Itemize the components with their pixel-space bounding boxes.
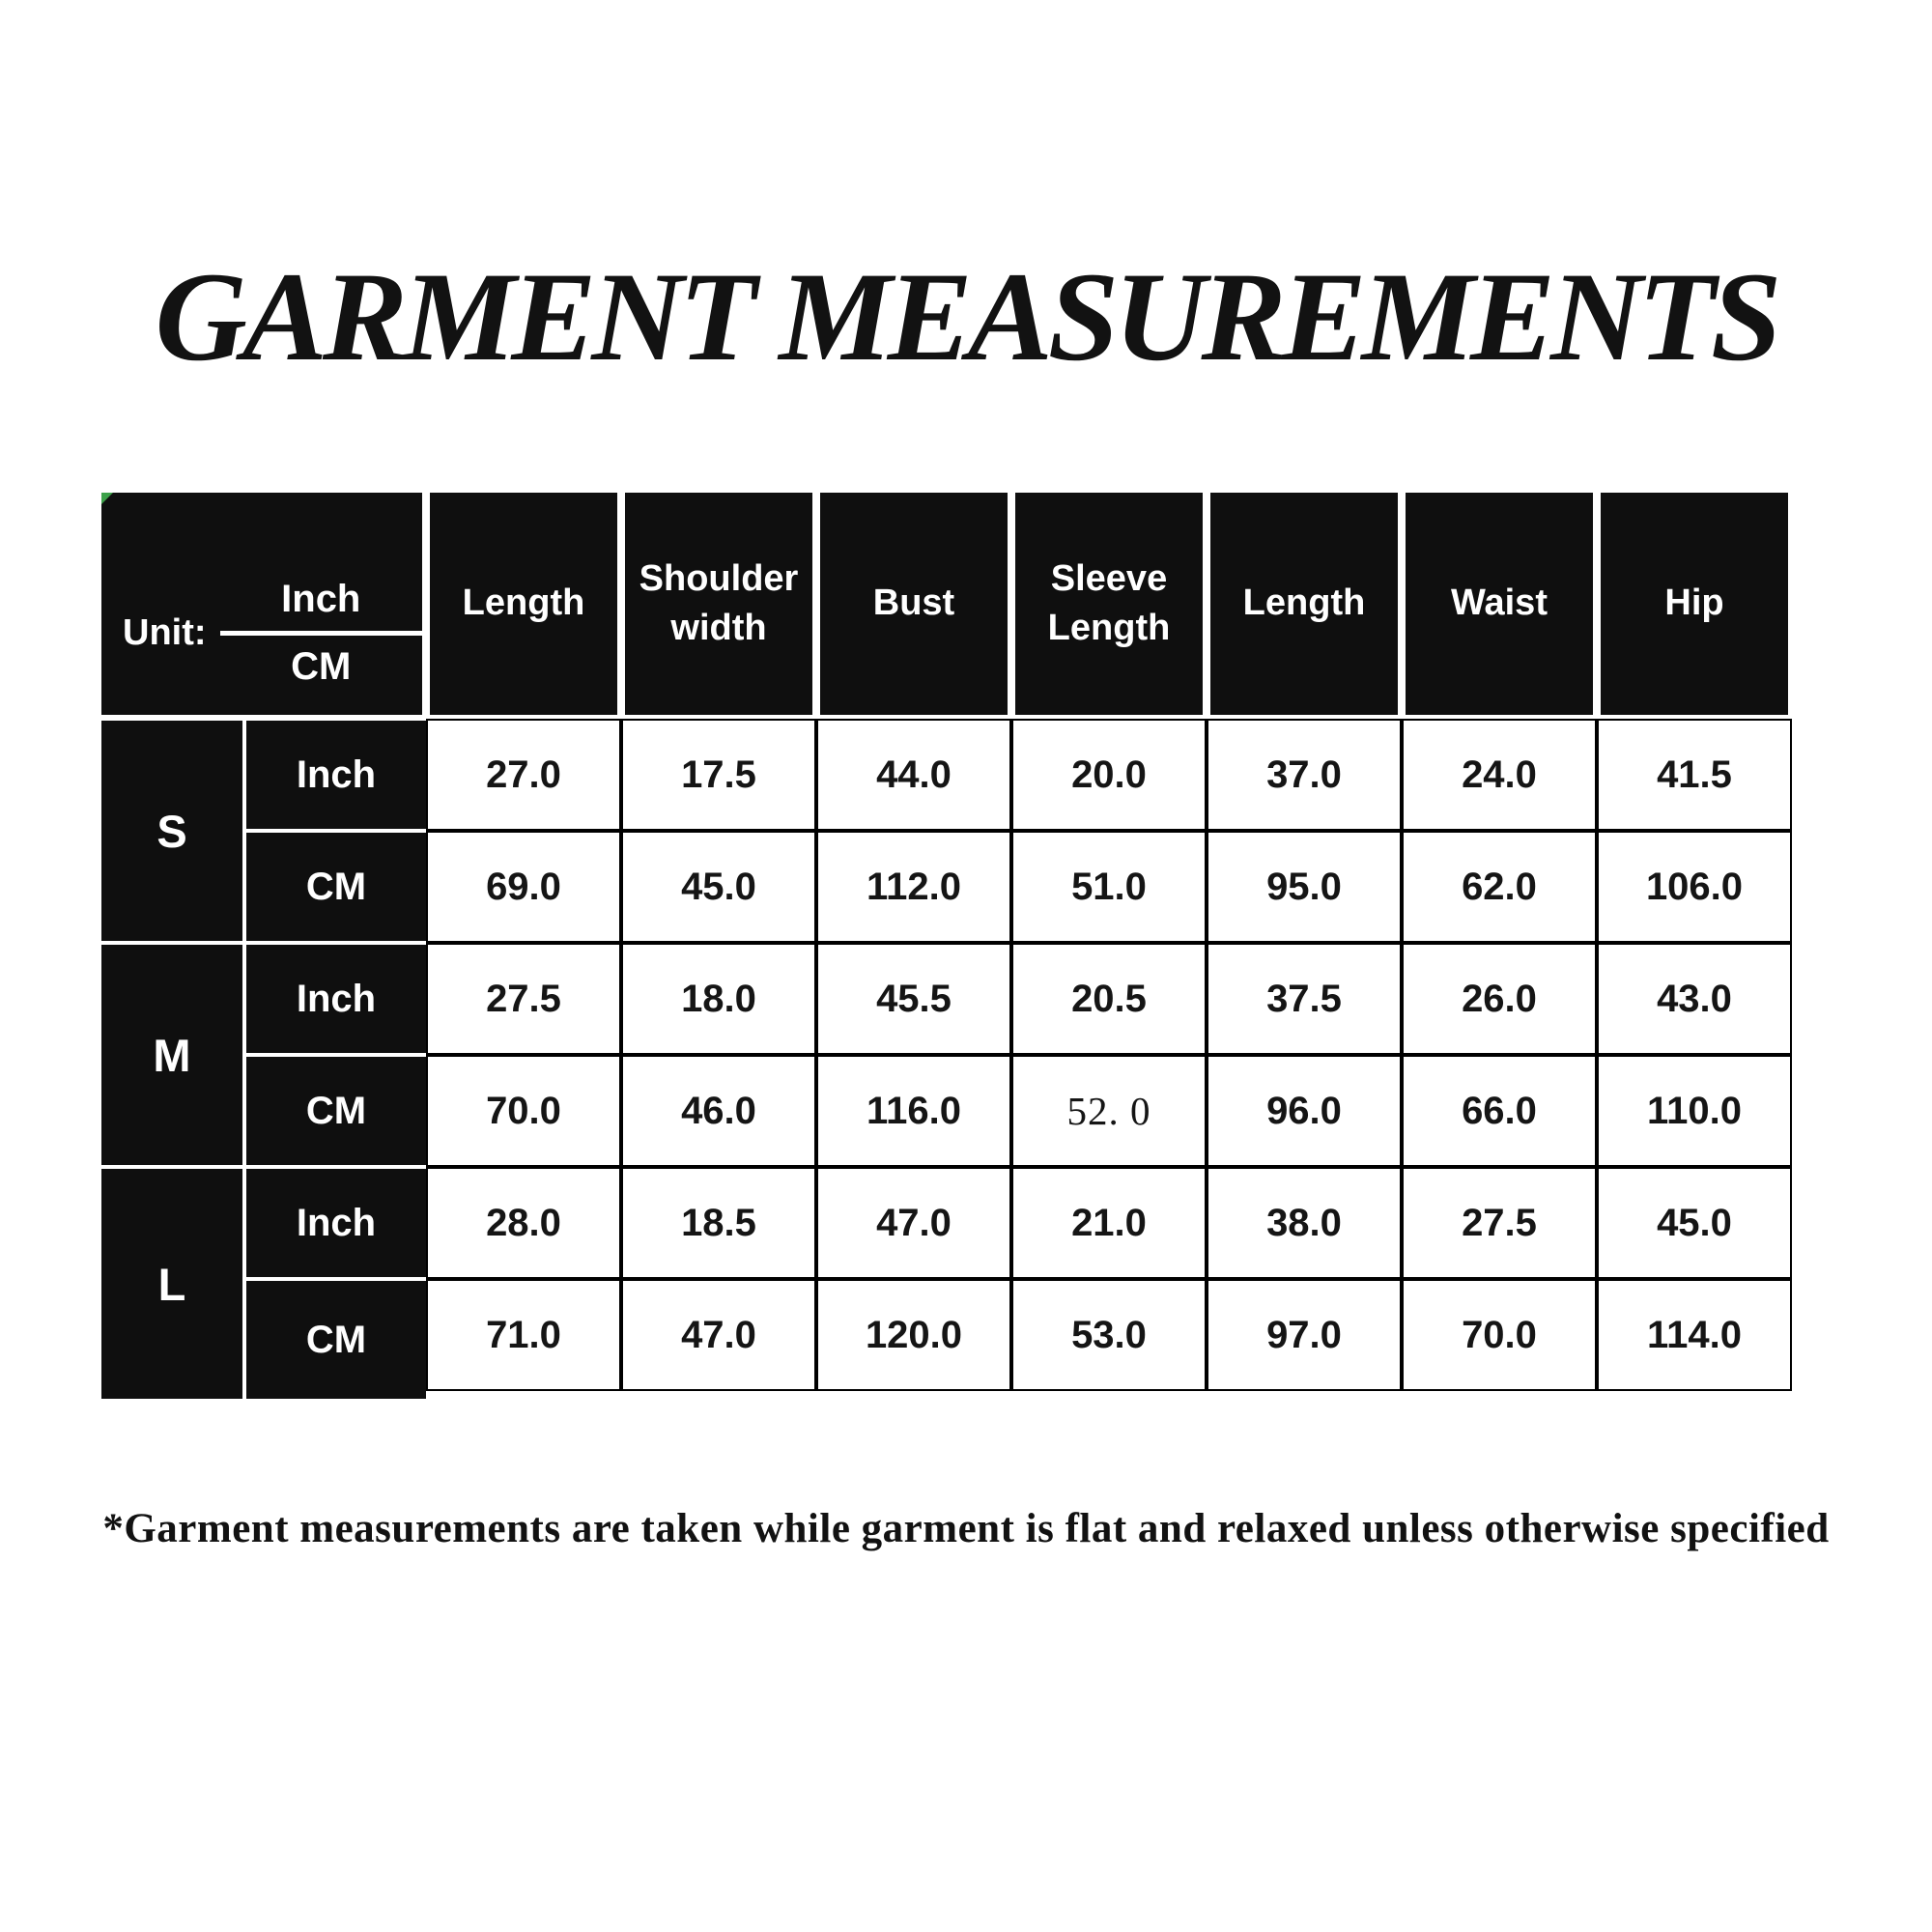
value-cell: 114.0 (1597, 1279, 1792, 1391)
value-cell: 28.0 (426, 1167, 621, 1279)
value-cell: 70.0 (1402, 1279, 1597, 1391)
value-cell: 69.0 (426, 831, 621, 943)
value-cell: 97.0 (1207, 1279, 1402, 1391)
unit-inch-label: Inch (220, 578, 422, 636)
column-header-length: Length (430, 493, 617, 715)
value-cell: 21.0 (1011, 1167, 1207, 1279)
value-cell: 45.5 (816, 943, 1011, 1055)
value-cell: 71.0 (426, 1279, 621, 1391)
row-unit-cell: Inch (246, 945, 426, 1053)
value-cell: 18.5 (621, 1167, 816, 1279)
value-cell: 27.5 (1402, 1167, 1597, 1279)
value-cell: 26.0 (1402, 943, 1597, 1055)
value-cell: 47.0 (816, 1167, 1011, 1279)
value-cell: 37.5 (1207, 943, 1402, 1055)
row-unit-cell: CM (246, 1281, 426, 1399)
value-cell: 20.0 (1011, 719, 1207, 831)
value-cell: 66.0 (1402, 1055, 1597, 1167)
value-cell: 96.0 (1207, 1055, 1402, 1167)
unit-fraction (220, 578, 422, 689)
unit-label: Unit: (123, 611, 207, 653)
value-cell: 62.0 (1402, 831, 1597, 943)
size-cell-s: S (101, 721, 242, 941)
value-cell: 18.0 (621, 943, 816, 1055)
value-cell: 106.0 (1597, 831, 1792, 943)
value-cell: 41.5 (1597, 719, 1792, 831)
value-cell: 120.0 (816, 1279, 1011, 1391)
footnote: *Garment measurements are taken while garment is flat and relaxed unless otherwise specified (102, 1506, 1830, 1551)
value-cell: 45.0 (621, 831, 816, 943)
row-unit-cell: CM (246, 1057, 426, 1165)
column-header-bust: Bust (820, 493, 1008, 715)
value-cell: 37.0 (1207, 719, 1402, 831)
unit-cm-label: CM (291, 644, 352, 688)
column-header-length-2: Length (1210, 493, 1398, 715)
row-unit-cell: CM (246, 833, 426, 941)
value-cell: 53.0 (1011, 1279, 1207, 1391)
value-cell: 51.0 (1011, 831, 1207, 943)
value-cell: 47.0 (621, 1279, 816, 1391)
row-unit-cell: Inch (246, 721, 426, 829)
size-cell-m: M (101, 945, 242, 1165)
page-title: GARMENT MEASUREMENTS (155, 245, 1777, 387)
unit-header-cell (101, 493, 422, 715)
value-cell: 45.0 (1597, 1167, 1792, 1279)
value-cell: 27.0 (426, 719, 621, 831)
value-cell: 44.0 (816, 719, 1011, 831)
value-cell: 38.0 (1207, 1167, 1402, 1279)
value-cell: 20.5 (1011, 943, 1207, 1055)
size-cell-l: L (101, 1169, 242, 1399)
column-header-sleeve-length: Sleeve Length (1015, 493, 1203, 715)
column-header-waist: Waist (1406, 493, 1593, 715)
value-cell: 27.5 (426, 943, 621, 1055)
row-unit-cell: Inch (246, 1169, 426, 1277)
measurement-table (101, 493, 1792, 1391)
value-cell: 24.0 (1402, 719, 1597, 831)
value-cell: 46.0 (621, 1055, 816, 1167)
value-cell: 110.0 (1597, 1055, 1792, 1167)
value-cell: 95.0 (1207, 831, 1402, 943)
value-cell: 70.0 (426, 1055, 621, 1167)
column-header-hip: Hip (1601, 493, 1788, 715)
column-header-shoulder-width: Shoulder width (625, 493, 812, 715)
value-cell: 43.0 (1597, 943, 1792, 1055)
value-cell: 112.0 (816, 831, 1011, 943)
value-cell: 17.5 (621, 719, 816, 831)
value-cell: 52. 0 (1011, 1055, 1207, 1167)
value-cell: 116.0 (816, 1055, 1011, 1167)
